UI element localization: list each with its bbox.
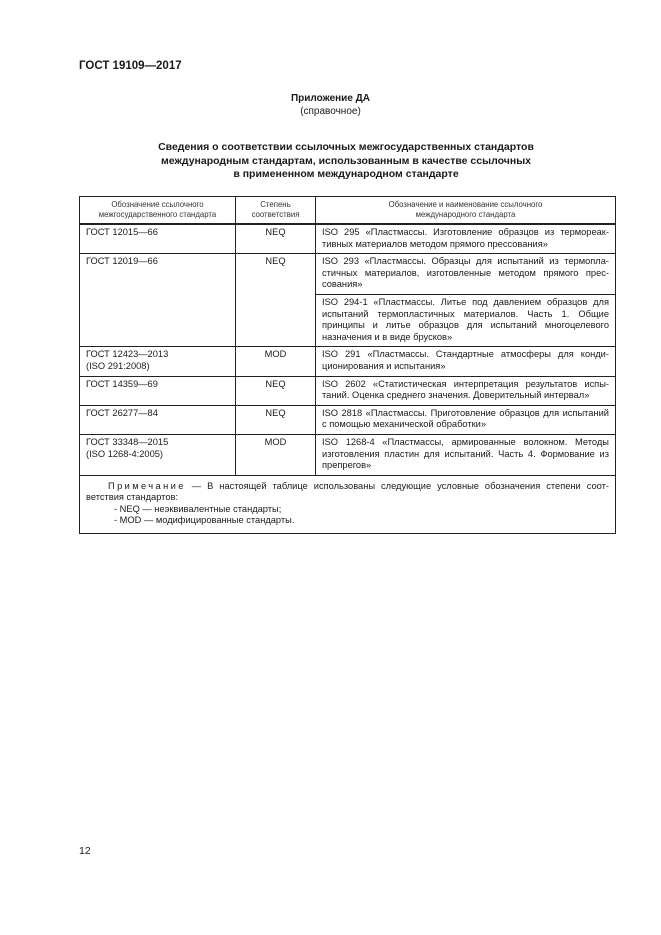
section-title-line: Сведения о соответствии ссылочных межгосударственных стандартов (158, 141, 534, 153)
degree-cell: NEQ (236, 405, 316, 434)
table-row (80, 224, 616, 254)
intl-standard-cell: ISO 2602 «Статистическая интерпретация результатов испытаний. Оценка среднего значения. Доверительный интервал» (316, 376, 616, 405)
column-header-line: соответствия (251, 210, 300, 219)
column-header-line: Обозначение и наименование ссылочного (388, 200, 543, 209)
column-header-line: международного стандарта (415, 210, 516, 219)
degree-cell: NEQ (236, 376, 316, 405)
column-header-line: межгосударственного стандарта (98, 210, 217, 219)
gost-designation: ГОСТ 33348—2015 (86, 436, 169, 447)
gost-cell (80, 254, 236, 347)
gost-designation: ГОСТ 26277—84 (86, 407, 158, 418)
table-row (80, 254, 616, 295)
note-text (86, 481, 609, 504)
gost-cell (80, 347, 236, 376)
column-header-line: Обозначение ссылочного (111, 200, 204, 209)
gost-cell (80, 376, 236, 405)
degree-cell: MOD (236, 434, 316, 475)
intl-standard-cell: ISO 2818 «Пластмассы. Приготовление образцов для испытаний с помощью механической обработки» (316, 405, 616, 434)
table-row (80, 405, 616, 434)
note-list-item: - NEQ — неэквивалентные стандарты; (114, 503, 282, 514)
gost-iso-equivalent: (ISO 291:2008) (86, 360, 150, 371)
note-list-item: - MOD — модифицированные стандарты. (114, 515, 295, 526)
degree-cell: MOD (236, 347, 316, 376)
section-title-line: международным стандартам, использованным в качестве ссылочных (160, 154, 531, 167)
table-row (80, 376, 616, 405)
gost-designation: ГОСТ 12019—66 (86, 256, 158, 267)
gost-cell (80, 434, 236, 475)
table-row (80, 434, 616, 475)
intl-standard-cell: ISO 295 «Пластмассы. Изготовление образцов из термореактивных материалов методом прямого прессования» (316, 224, 616, 254)
note-label: Примечание (108, 480, 186, 491)
gost-iso-equivalent: (ISO 1268-4:2005) (86, 448, 164, 459)
appendix-subtitle: (справочное) (300, 106, 361, 117)
appendix-title: Приложение ДА (290, 93, 371, 104)
degree-cell: NEQ (236, 254, 316, 347)
table-header-row (80, 197, 616, 225)
note-body: — В настоящей таблице использованы следующие условные обозначения степени соответствия стандартов: (86, 480, 609, 503)
intl-standard-cell: ISO 294-1 «Пластмассы. Литье под давлением образцов для испытаний термопластичных материалов. Часть 1. Общие принципы и литье образцов для испытаний многоцелевого назначения и в виде брусков» (316, 294, 616, 346)
intl-standard-cell: ISO 1268-4 «Пластмассы, армированные волокном. Методы изготовления пластин для испытаний. Часть 4. Формование из препрегов» (316, 434, 616, 475)
table-row (80, 347, 616, 376)
correspondence-table (79, 196, 616, 534)
gost-designation: ГОСТ 12015—66 (86, 227, 158, 237)
document-number: ГОСТ 19109—2017 (79, 60, 182, 72)
column-header-line: Степень (260, 200, 291, 209)
column-header-degree (236, 197, 316, 225)
degree-cell: NEQ (236, 224, 316, 254)
gost-cell (80, 224, 236, 254)
column-header-intl (316, 197, 616, 225)
gost-designation: ГОСТ 14359—69 (86, 378, 158, 389)
section-title (100, 141, 592, 182)
column-header-gost (80, 197, 236, 225)
intl-standard-cell: ISO 291 «Пластмассы. Стандартные атмосферы для кондиционирования и испытания» (316, 347, 616, 376)
note-cell (80, 475, 616, 533)
gost-cell (80, 405, 236, 434)
appendix-heading (0, 92, 661, 118)
gost-designation: ГОСТ 12423—2013 (86, 349, 169, 360)
note-row (80, 475, 616, 533)
section-title-line: в примененном международном стандарте (233, 168, 459, 180)
intl-standard-cell: ISO 293 «Пластмассы. Образцы для испытаний из термопластичных материалов, изготовленные методом прямого прессования» (316, 254, 616, 295)
page-number: 12 (79, 845, 91, 857)
